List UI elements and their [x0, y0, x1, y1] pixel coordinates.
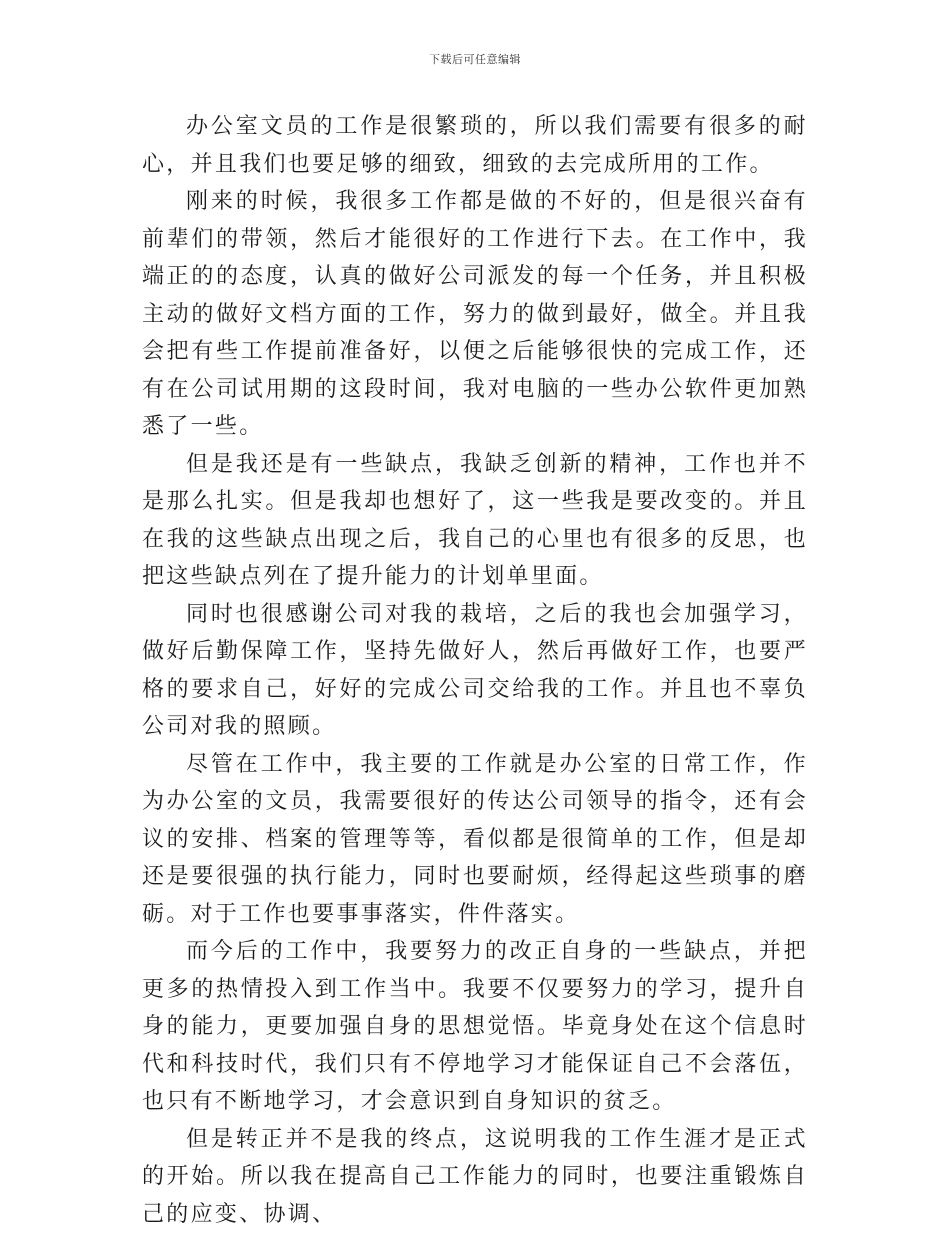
paragraph: 而今后的工作中，我要努力的改正自身的一些缺点，并把更多的热情投入到工作当中。我要不仅要努力的学习，提升自身的能力，更要加强自身的思想觉悟。毕竟身处在这个信息时代和科技时代，我们只有不停地学习才能保证自己不会落伍，也只有不断地学习，才会意识到自身知识的贫乏。 — [142, 933, 808, 1121]
paragraph: 但是我还是有一些缺点，我缺乏创新的精神，工作也并不是那么扎实。但是我却也想好了，这一些我是要改变的。并且在我的这些缺点出现之后，我自己的心里也有很多的反思，也把这些缺点列在了提升能力的计划单里面。 — [142, 446, 808, 596]
page-header: 下载后可任意编辑 — [0, 53, 950, 67]
paragraph: 刚来的时候，我很多工作都是做的不好的，但是很兴奋有前辈们的带领，然后才能很好的工作进行下去。在工作中，我端正的的态度，认真的做好公司派发的每一个任务，并且积极主动的做好文档方面的工作，努力的做到最好，做全。并且我会把有些工作提前准备好，以便之后能够很快的完成工作，还有在公司试用期的这段时间，我对电脑的一些办公软件更加熟悉了一些。 — [142, 183, 808, 446]
paragraph: 同时也很感谢公司对我的栽培，之后的我也会加强学习，做好后勤保障工作，坚持先做好人，然后再做好工作，也要严格的要求自己，好好的完成公司交给我的工作。并且也不辜负公司对我的照顾。 — [142, 596, 808, 746]
paragraph: 尽管在工作中，我主要的工作就是办公室的日常工作，作为办公室的文员，我需要很好的传达公司领导的指令，还有会议的安排、档案的管理等等，看似都是很简单的工作，但是却还是要很强的执行能力，同时也要耐烦，经得起这些琐事的磨砺。对于工作也要事事落实，件件落实。 — [142, 746, 808, 934]
document-body — [142, 108, 808, 1233]
paragraph: 但是转正并不是我的终点，这说明我的工作生涯才是正式的开始。所以我在提高自己工作能力的同时，也要注重锻炼自己的应变、协调、 — [142, 1121, 808, 1233]
paragraph: 办公室文员的工作是很繁琐的，所以我们需要有很多的耐心，并且我们也要足够的细致，细致的去完成所用的工作。 — [142, 108, 808, 183]
